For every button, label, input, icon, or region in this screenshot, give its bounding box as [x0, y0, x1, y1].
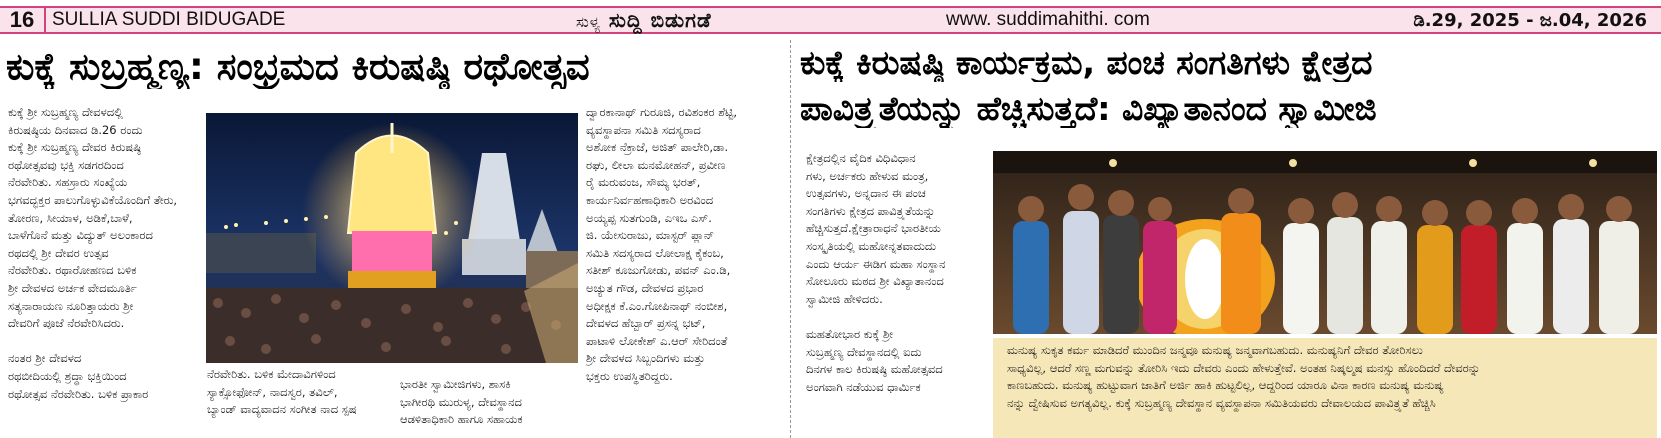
text-line: ದೇವರಿಗೆ ಪೂಜೆ ನೆರವೇರಿಸಿದರು. — [8, 316, 125, 331]
text-line: ಕಾರ್ಯನಿರ್ವಹಣಾಧಿಕಾರಿ ಅರವಿಂದ — [586, 192, 714, 207]
text-line: ನಂತರ ಶ್ರೀ ದೇವಳದ — [8, 351, 82, 366]
right-story-headline-line1: ಕುಕ್ಕೆ ಕಿರುಷಷ್ಠಿ ಕಾರ್ಯಕ್ರಮ, ಪಂಚ ಸಂಗತಿಗಳು ಕ್ಷೇತ್ರದ — [800, 44, 1373, 82]
logo-main: ಸುದ್ದಿ ಬಿಡುಗಡೆ — [608, 8, 712, 32]
text-line: ಸಂಸ್ಕೃತಿಯಲ್ಲಿ ಮಹೋನ್ನತವಾದುದು — [806, 238, 936, 253]
text-line: ಕುಕ್ಕೆ ಶ್ರೀ ಸುಬ್ರಹ್ಮಣ್ಯ ದೇವಳದಲ್ಲಿ — [8, 105, 123, 119]
website-url[interactable]: www. suddimahithi. com — [946, 9, 1150, 30]
text-line: ಅಶೋಕ ನೆಕ್ರಾಜೆ, ಅಜಿತ್ ಪಾಲೇರಿ,ಡಾ. — [586, 140, 729, 155]
text-line: ಸುಬ್ರಹ್ಮಣ್ಯ ದೇವಸ್ಥಾನದಲ್ಲಿ ಐದು — [806, 344, 922, 359]
text-line: ಭಾಗೀರಥಿ ಮುರುಳ್ಯ, ದೇವಸ್ಥಾನದ — [400, 394, 522, 409]
masthead — [0, 6, 1661, 34]
text-line: ಕ್ಷೇತ್ರದಲ್ಲಿನ ವೈದಿಕ ವಿಧಿವಿಧಾನ — [806, 151, 916, 165]
text-line — [806, 308, 986, 326]
text-line: ಸಂಗತಿಗಳು ಕ್ಷೇತ್ರದ ಪಾವಿತ್ರ್ಯತೆಯನ್ನು — [806, 203, 936, 218]
text-line: ಬಾಳೆಗೊನೆ ಮತ್ತು ವಿದ್ಯುತ್ ಅಲಂಕಾರದ — [8, 228, 153, 243]
text-line: ಬ್ಯಾಂಡ್ ವಾದ್ಯವಾದನ ಸಂಗೀತ ನಾದ ಸ್ಪಷ — [207, 402, 357, 417]
issue-date: ಡಿ.29, 2025 - ಜ.04, 2026 — [1413, 10, 1647, 31]
text-line: ದಿನಗಳ ಕಾಲ ಕಿರುಷಷ್ಠಿ ಮಹೋತ್ಸವದ — [806, 362, 943, 377]
text-line: ಜಿ. ಯೇಸುರಾಜು, ಮಾಸ್ಟರ್ ಪ್ಲಾನ್ — [586, 228, 715, 243]
page-number: 16 — [0, 8, 46, 32]
text-line: ಸ್ವಾಮೀಜಿ ಹೇಳಿದರು. — [806, 291, 883, 306]
text-line: ಗಳು, ಅರ್ಚಕರು ಹೇಳುವ ಮಂತ್ರ, — [806, 168, 929, 183]
text-line: ರಥೋತ್ಸವ ನೆರವೇರಿತು. ಬಳಿಕ ಪ್ರಾಕಾರ — [8, 386, 149, 401]
text-line: ಅಂಗವಾಗಿ ನಡೆಯುವ ಧಾರ್ಮಿಕ — [806, 379, 921, 394]
text-line: ಸತ್ಯನಾರಾಯಣ ನೂರಿತ್ತಾಯರು ಶ್ರೀ — [8, 298, 134, 313]
text-line: ಉತ್ಸವಗಳು, ಅನ್ನದಾನ ಈ ಪಂಚ — [806, 186, 926, 201]
text-line: ಅಯ್ಯಪ್ಪ ಸುತಗುಂಡಿ, ಎಇಒ ಎಸ್. — [586, 210, 712, 225]
text-line: ರಥೋತ್ಸವವು ಭಕ್ತಿ ಸಡಗರದಿಂದ — [8, 157, 124, 172]
text-line: ಅಚ್ಯುತ ಗೌಡ, ದೇವಳದ ಪ್ರಭಾರ — [586, 280, 704, 295]
paper-name: SULLIA SUDDI BIDUGADE — [52, 9, 286, 30]
text-line: ಕಾಣಬಹುದು. ಮನುಷ್ಯ ಹುಟ್ಟುವಾಗ ಜಾತಿಗೆ ಅರ್ಜಿ ಹಾಕಿ ಹುಟ್ಟಲಿಲ್ಲ, ಆದ್ದರಿಂದ ಯಾರೂ ವಿನಾ ಕಾರಣ ಮನುಷ್ಯ ಮನುಷ್ಯ — [1007, 378, 1444, 392]
text-line: ಭಾರತೀ ಸ್ವಾಮೀಜಿಗಳು, ಶಾಸಕಿ — [400, 377, 511, 391]
right-story-column-1 — [806, 150, 986, 438]
text-line: ಸತೀಶ್ ಕೂಜುಗೋಡು, ಪವನ್ ಎಂ.ಡಿ, — [586, 263, 731, 278]
text-line: ನೆರವೇರಿತು. ರಥಾರೋಹಣದ ಬಳಿಕ — [8, 263, 137, 278]
text-line: ಕುಕ್ಕೆ ಶ್ರೀ ಸುಬ್ರಹ್ಮಣ್ಯ ದೇವರ ಕಿರುಷಷ್ಠಿ — [8, 140, 142, 155]
column-divider — [790, 40, 791, 438]
text-line: ಎಂದು ಆರ್ಯ ಈಡಿಗ ಮಹಾ ಸಂಸ್ಥಾನ — [806, 256, 946, 271]
text-line: ದೇವಳದ ಹೆಬ್ಬಾರ್ ಪ್ರಸನ್ನ ಭಟ್, — [586, 316, 706, 331]
text-line: ಸಮಿತಿ ಸದಸ್ಯರಾದ ಲೋಲಾಕ್ಷ ಕೈಕಂಬ, — [586, 245, 724, 260]
text-line: ಅಧೀಕ್ಷಕ ಕೆ.ಎಂ.ಗೋಪಿನಾಥ್ ನಂಬೀಶ, — [586, 298, 728, 313]
chariot-festival-photo — [206, 113, 578, 363]
text-line: ನೆರವೇರಿತು. ಸಹಸ್ರಾರು ಸಂಖ್ಯೆಯ — [8, 175, 128, 190]
text-line: ರಘು, ಲೀಲಾ ಮನಮೋಹನ್, ಪ್ರವೀಣ — [586, 157, 726, 172]
text-line: ಸ್ಯಾಕ್ಸೋಫೋನ್, ನಾದಸ್ವರ, ತವಿಲ್, — [207, 384, 338, 399]
text-line: ಮನುಷ್ಯ ಸುಕೃತ ಕರ್ಮ ಮಾಡಿದರೆ ಮುಂದಿನ ಜನ್ಮವೂ ಮನುಷ್ಯ ಜನ್ಮವಾಗಬಹುದು. ಮನುಷ್ಯನಿಗೆ ದೇವರ ತೋರಿಸಲು — [1007, 343, 1423, 357]
text-line — [8, 333, 196, 351]
text-line: ಸಾಧ್ಯವಿಲ್ಲ, ಆದರೆ ಸಣ್ಣ ಮಗುವನ್ನು ತೋರಿಸಿ ಇದು ದೇವರು ಎಂದು ಹೇಳುತ್ತೇವೆ. ಅಂತಹ ನಿಷ್ಕಲ್ಮಷ ಮನಸ್ಸು ಹೊಂದಿದರೆ ದೇವರನ್ನು — [1007, 360, 1481, 375]
text-line: ಶ್ರೀ ದೇವಳದ ಅರ್ಚಕ ವೇದಮೂರ್ತಿ — [8, 280, 137, 295]
text-line: ವ್ಯವಸ್ಥಾಪನಾ ಸಮಿತಿ ಸದಸ್ಯರಾದ — [586, 122, 701, 137]
text-line: ಸೋಲೂರು ಮಠದ ಶ್ರೀ ವಿಖ್ಯಾತಾನಂದ — [806, 274, 944, 289]
text-line: ರಥದಲ್ಲಿ ಶ್ರೀ ದೇವರ ಉತ್ಸವ — [8, 245, 109, 260]
text-line: ರಥಬೀದಿಯಲ್ಲಿ ಶ್ರದ್ಧಾ ಭಕ್ತಿಯಿಂದ — [8, 368, 127, 383]
left-story-below-photo-b — [400, 376, 580, 438]
photo-caption — [993, 338, 1657, 438]
left-story-headline: ಕುಕ್ಕೆ ಸುಬ್ರಹ್ಮಣ್ಯ: ಸಂಭ್ರಮದ ಕಿರುಷಷ್ಠಿ ರಥೋತ್ಸವ — [6, 46, 590, 88]
right-story-headline-line2: ಪಾವಿತ್ರ್ಯತೆಯನ್ನು ಹೆಚ್ಚಿಸುತ್ತದೆ: ವಿಖ್ಯಾತಾನಂದ ಸ್ವಾಮೀಜಿ — [800, 90, 1377, 128]
text-line: ಭಗವದ್ಭಕ್ತರ ಪಾಲುಗೊಳ್ಳುವಿಕೆಯೊಂದಿಗೆ ತೇರು, — [8, 192, 178, 207]
text-line: ಭಕ್ತರು ಉಪಸ್ಥಿತರಿದ್ದರು. — [586, 368, 673, 383]
left-story-below-photo-a — [207, 366, 392, 438]
text-line: ನನ್ನು ದ್ವೇಷಿಸುವ ಅಗತ್ಯವಿಲ್ಲ. ಕುಕ್ಕೆ ಸುಬ್ರಹ್ಮಣ್ಯ ದೇವಸ್ಥಾನ ವ್ಯವಸ್ಥಾಪನಾ ಸಮಿತಿಯವರು ದೇವಾಲಯದ ಪಾವಿತ್ರ್ಯತೆ ಹೆಚ್ಚಿಸಿ — [1007, 395, 1436, 410]
left-story-column-1 — [8, 104, 196, 438]
text-line: ದ್ವಾರಕಾನಾಥ್ ಗುರೂಜಿ, ರವಿಶಂಕರ ಶೆಟ್ಟಿ, — [586, 105, 738, 119]
logo-prefix: ಸುಳ್ಯ — [576, 13, 601, 31]
text-line: ನೆರವೇರಿತು. ಬಳಿಕ ಮೇದಾವಿಗಳಿಂದ — [207, 367, 336, 381]
text-line: ಪಾಟಾಳಿ ಲೋಕೇಶ್ ಎ.ಆರ್ ಸೇರಿದಂತೆ — [586, 333, 728, 348]
newspaper-logo — [466, 8, 946, 32]
text-line: ಆಡಳಿತಾಧಿಕಾರಿ ಹಾಗೂ ಸಹಾಯಕ — [400, 412, 523, 427]
text-line: ತೋರಣ, ಸೀಯಾಳ, ಅಡಿಕೆ,ಬಾಳೆ, — [8, 210, 133, 225]
text-line: ಕಿರುಷಷ್ಠಿಯ ದಿನವಾದ ಡಿ.26 ರಂದು — [8, 122, 143, 137]
text-line: ಶ್ರೀ ದೇವಳದ ಸಿಬ್ಬಂದಿಗಳು ಮತ್ತು — [586, 351, 705, 366]
text-line: ಹೆಚ್ಚಿಸುತ್ತದೆ.ಕ್ಷೇತ್ರಾರಾಧನೆ ಭಾರತೀಯ — [806, 221, 941, 236]
inauguration-stage-photo — [993, 151, 1657, 334]
left-story-column-2 — [586, 104, 784, 438]
text-line: ಮಹತೋಭಾರ ಕುಕ್ಕೆ ಶ್ರೀ — [806, 326, 894, 341]
text-line: ರೈ ಮರುವಂಜ, ಸೌಮ್ಯ ಭರತ್, — [586, 175, 701, 190]
